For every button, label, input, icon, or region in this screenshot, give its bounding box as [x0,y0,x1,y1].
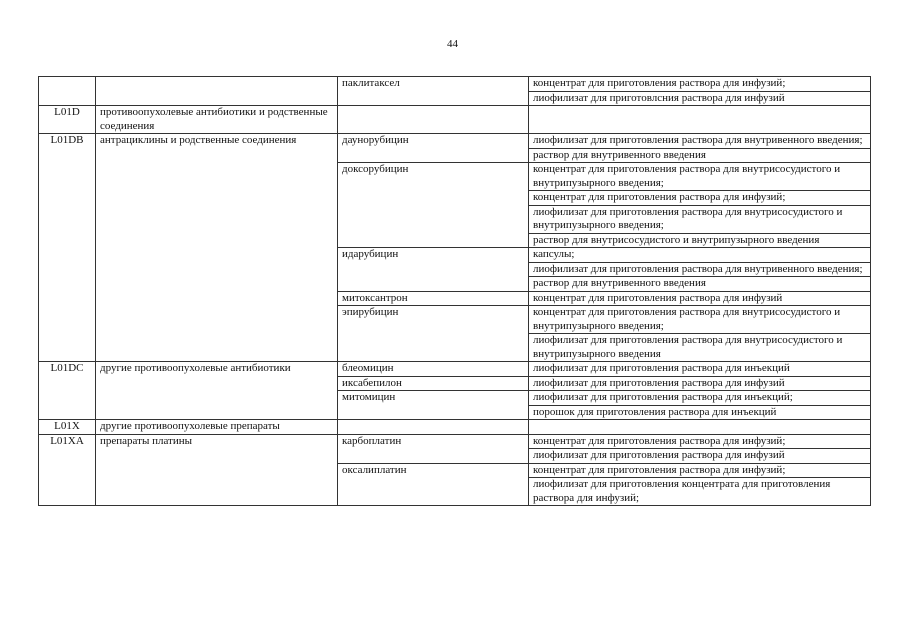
dosage-form-cell: концентрат для приготовления раствора для внутрисосудистого и внутрипузырного введения; [529,163,871,191]
dosage-form-cell: лиофилизат для приготовления раствора для инъекций [529,362,871,377]
table-row [39,106,871,134]
dosage-form-cell [529,106,871,134]
table-row [39,434,871,449]
drug-table [38,76,871,506]
atc-code-cell [39,77,96,106]
table-row [39,77,871,92]
table-row [39,134,871,149]
group-name-cell: антрациклины и родственные соединения [96,134,338,362]
dosage-form-cell: концентрат для приготовления раствора для инфузий; [529,77,871,92]
drug-name-cell: митоксантрон [338,291,529,306]
dosage-form-cell [529,420,871,435]
atc-code-cell: L01XA [39,434,96,506]
dosage-form-cell: раствор для внутривенного введения [529,148,871,163]
drug-name-cell: митомицин [338,391,529,420]
dosage-form-cell: раствор для внутрисосудистого и внутрипузырного введения [529,233,871,248]
dosage-form-cell: лиофилизат для приготовления концентрата для приготовления раствора для инфузий; [529,478,871,506]
dosage-form-cell: лиофилизат для приготовления раствора для внутрисосудистого и внутрипузырного введения [529,334,871,362]
atc-code-cell: L01DC [39,362,96,420]
atc-code-cell: L01X [39,420,96,435]
table-row [39,420,871,435]
group-name-cell: препараты платины [96,434,338,506]
dosage-form-cell: концентрат для приготовления раствора для внутрисосудистого и внутрипузырного введения; [529,306,871,334]
atc-code-cell: L01D [39,106,96,134]
drug-name-cell: эпирубицин [338,306,529,362]
drug-name-cell: карбоплатин [338,434,529,463]
dosage-form-cell: концентрат для приготовления раствора для инфузий; [529,463,871,478]
dosage-form-cell: лиофилизат для приготовлсния раствора для инфузий [529,91,871,106]
group-name-cell: противоопухолевые антибиотики и родственные соединения [96,106,338,134]
drug-name-cell: идарубицин [338,248,529,292]
dosage-form-cell: лиофилизат для приготовления раствора для инъекций; [529,391,871,406]
drug-name-cell: иксабепилон [338,376,529,391]
group-name-cell: другие противоопухолевые препараты [96,420,338,435]
drug-name-cell [338,106,529,134]
dosage-form-cell: лиофилизат для приготовления раствора для внутрисосудистого и внутрипузырного введения; [529,205,871,233]
dosage-form-cell: лиофилизат для приготовления раствора для инфузий [529,449,871,464]
group-name-cell [96,77,338,106]
dosage-form-cell: концентрат для приготовления раствора для инфузий; [529,434,871,449]
drug-name-cell [338,420,529,435]
dosage-form-cell: лиофилизат для приготовления раствора для инфузий [529,376,871,391]
drug-name-cell: блеомицин [338,362,529,377]
table-row [39,362,871,377]
page-number: 44 [447,38,458,50]
drug-name-cell: даунорубицин [338,134,529,163]
drug-name-cell: оксалиплатин [338,463,529,506]
dosage-form-cell: порошок для приготовления раствора для инъекций [529,405,871,420]
dosage-form-cell: раствор для внутривенного введения [529,277,871,292]
drug-name-cell: паклитаксел [338,77,529,106]
atc-code-cell: L01DB [39,134,96,362]
dosage-form-cell: капсулы; [529,248,871,263]
dosage-form-cell: лиофилизат для приготовления раствора для внутривенного введения; [529,262,871,277]
group-name-cell: другие противоопухолевые антибиотики [96,362,338,420]
dosage-form-cell: лиофилизат для приготовления раствора для внутривенного введения; [529,134,871,149]
dosage-form-cell: концентрат для приготовления раствора для инфузий; [529,191,871,206]
dosage-form-cell: концентрат для приготовления раствора для инфузий [529,291,871,306]
drug-name-cell: доксорубицин [338,163,529,248]
